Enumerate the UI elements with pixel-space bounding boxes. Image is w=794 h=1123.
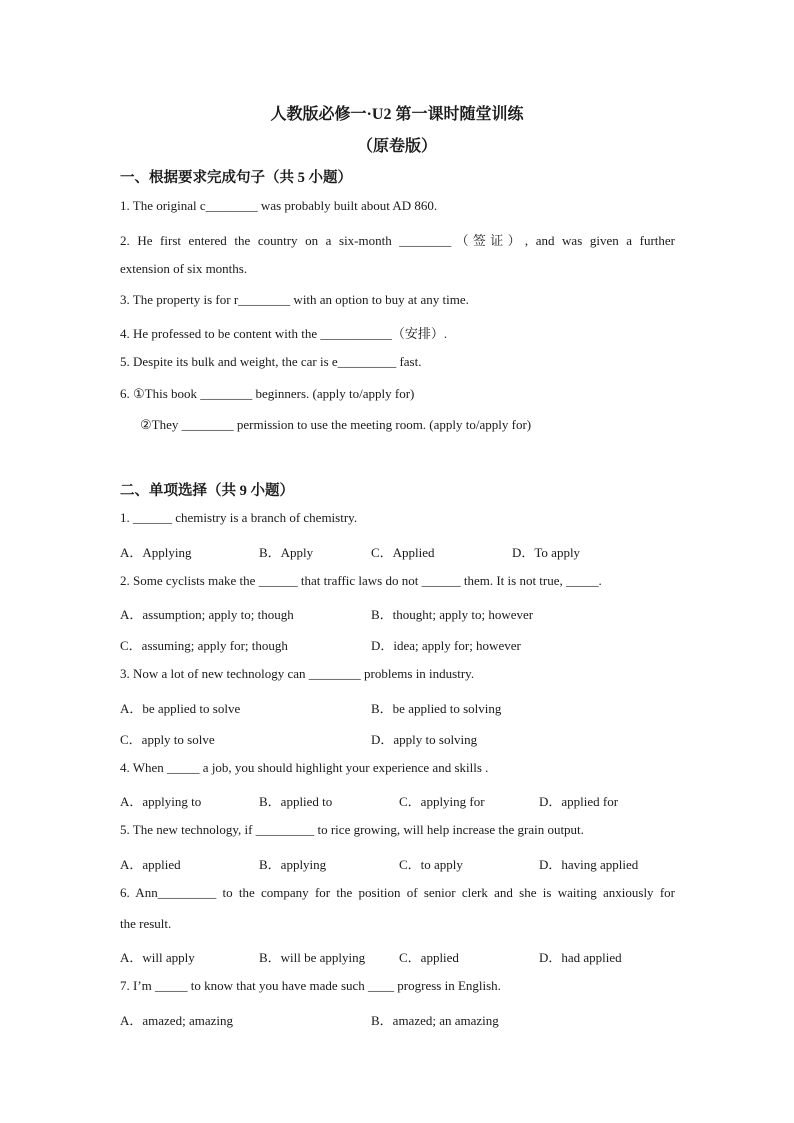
question-2-option-a: A．assumption; apply to; though [120, 607, 294, 622]
sentence-5: 5. Despite its bulk and weight, the car is e_________ fast. [120, 354, 422, 369]
question-3-stem: 3. Now a lot of new technology can ________ problems in industry. [120, 666, 475, 681]
question-2-option-d: D．idea; apply for; however [371, 638, 521, 653]
question-3-option-c: C．apply to solve [120, 732, 215, 747]
question-5-option-d: D．having applied [539, 857, 639, 872]
question-4-option-a: A．applying to [120, 794, 202, 809]
sentence-2: 2. He first entered the country on a six-month ________（签证）, and was given a further [120, 233, 675, 248]
document-title: 人教版必修一·U2 第一课时随堂训练 [270, 106, 524, 123]
question-4-option-d: D．applied for [539, 794, 619, 809]
sentence-3: 3. The property is for r________ with an option to buy at any time. [120, 292, 469, 307]
question-6-option-c: C．applied [399, 950, 459, 965]
question-6-option-d: D．had applied [539, 950, 622, 965]
question-6-stem: 6. Ann_________ to the company for the position of senior clerk and she is waiting anxiously for [120, 885, 675, 900]
question-6-stem-continued: the result. [120, 916, 172, 931]
question-1-option-c: C．Applied [371, 545, 435, 560]
question-4-option-b: B．applied to [259, 794, 333, 809]
question-3-option-d: D．apply to solving [371, 732, 478, 747]
section-heading-2: 二、单项选择（共 9 小题） [120, 483, 294, 499]
question-4-stem: 4. When _____ a job, you should highlight your experience and skills . [120, 760, 489, 775]
sentence-6b: ②They ________ permission to use the meeting room. (apply to/apply for) [140, 417, 532, 432]
question-7-option-a: A．amazed; amazing [120, 1013, 233, 1028]
question-1-option-d: D．To apply [512, 545, 581, 560]
question-2-option-b: B．thought; apply to; however [371, 607, 534, 622]
question-5-option-b: B．applying [259, 857, 327, 872]
question-3-option-b: B．be applied to solving [371, 701, 502, 716]
sentence-1: 1. The original c________ was probably built about AD 860. [120, 198, 438, 213]
question-3-option-a: A．be applied to solve [120, 701, 241, 716]
question-1-option-a: A．Applying [120, 545, 192, 560]
document-subtitle: （原卷版） [356, 138, 437, 155]
question-4-option-c: C．applying for [399, 794, 485, 809]
question-1-option-b: B．Apply [259, 545, 314, 560]
section-heading-1: 一、根据要求完成句子（共 5 小题） [120, 170, 352, 186]
question-7-stem: 7. I’m _____ to know that you have made such ____ progress in English. [120, 978, 501, 993]
question-1-stem: 1. ______ chemistry is a branch of chemistry. [120, 510, 358, 525]
sentence-2-continued: extension of six months. [120, 261, 248, 276]
question-6-option-b: B．will be applying [259, 950, 366, 965]
sentence-6a: 6. ①This book ________ beginners. (apply to/apply for) [120, 386, 415, 401]
question-5-option-c: C．to apply [399, 857, 463, 872]
question-5-stem: 5. The new technology, if _________ to rice growing, will help increase the grain output. [120, 822, 584, 837]
sentence-4: 4. He professed to be content with the ___________（安排）. [120, 326, 448, 341]
question-2-stem: 2. Some cyclists make the ______ that traffic laws do not ______ them. It is not true, _____. [120, 573, 602, 588]
question-2-option-c: C．assuming; apply for; though [120, 638, 288, 653]
question-6-option-a: A．will apply [120, 950, 195, 965]
question-5-option-a: A．applied [120, 857, 181, 872]
question-7-option-b: B．amazed; an amazing [371, 1013, 499, 1028]
